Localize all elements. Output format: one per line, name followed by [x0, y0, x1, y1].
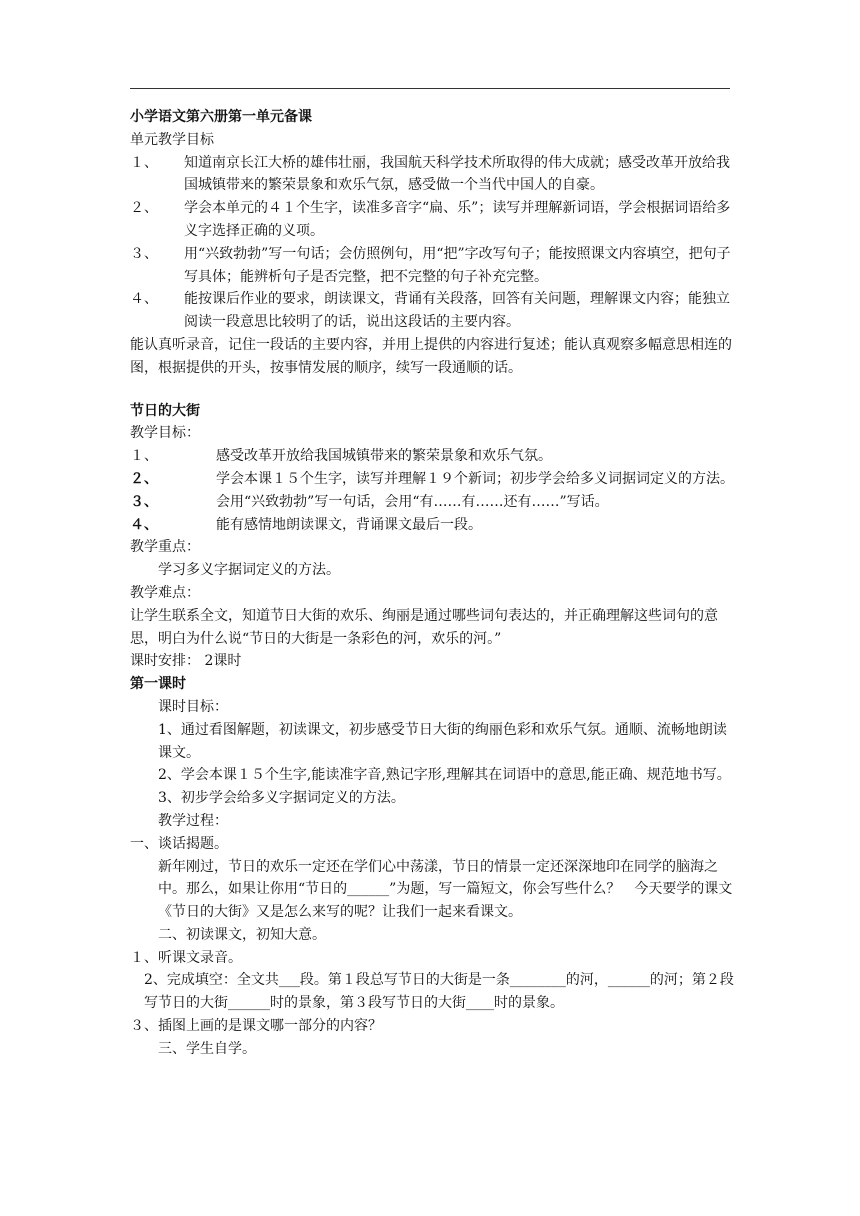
first-period-title: 第一课时 [130, 676, 186, 693]
unit-goal-text: 能按课后作业的要求，朗读课文，背诵有关段落，回答有关问题，理解课文内容；能独立阅读一段意思比较明了的话，说出这段话的主要内容。 [184, 291, 730, 331]
step-1: １、听课文录音。 [130, 949, 242, 966]
unit-goal-item [130, 243, 736, 289]
period-goal-item: 3、初步学会给多义字据词定义的方法。 [158, 790, 405, 807]
process-heading: 教学过程： [158, 812, 228, 829]
key-points-heading: 教学重点： [130, 539, 200, 556]
schedule-text: 课时安排： 2课时 [130, 653, 242, 670]
document-page [130, 106, 736, 1061]
lesson-goal-number: ３、 [130, 493, 158, 510]
lesson-goal-number: ２、 [130, 470, 158, 487]
section-heading-1: 一、谈话揭题。 [130, 835, 228, 852]
unit-goals-heading: 单元教学目标 [130, 131, 214, 148]
section-heading-2: 二、初读课文，初知大意。 [158, 926, 326, 943]
unit-goal-item [130, 152, 736, 198]
lesson-goal-text: 能有感情地朗读课文，背诵课文最后一段。 [216, 516, 482, 533]
lesson-goal-number: １、 [130, 448, 158, 465]
unit-goal-number: ４、 [130, 291, 158, 308]
unit-goal-number: ２、 [130, 200, 158, 217]
unit-goal-number: ３、 [130, 245, 158, 262]
lesson-goals-heading: 教学目标： [130, 425, 200, 442]
step-2: 2、完成填空：全文共___段。第１段总写节日的大街是一条________的河，______的河；第２段写节日的大街______时的景象，第３段写节日的大街____时的景象。 [144, 972, 734, 1012]
lesson-goal-item [130, 491, 736, 514]
unit-goal-text: 知道南京长江大桥的雄伟壮丽，我国航天科学技术所取得的伟大成就；感受改革开放给我国城镇带来的繁荣景象和欢乐气氛，感受做一个当代中国人的自豪。 [184, 154, 730, 194]
lesson-title: 节日的大街 [130, 402, 200, 419]
unit-goal-text: 学会本单元的４１个生字，读准多音字“扁、乐”；读写并理解新词语，学会根据词语给多义字选择正确的义项。 [184, 200, 731, 239]
unit-goal-extra: 能认真听录音，记住一段话的主要内容，并用上提供的内容进行复述；能认真观察多幅意思相连的图，根据提供的开头，按事情发展的顺序，续写一段通顺的话。 [130, 336, 732, 376]
period-goal-item: 1、通过看图解题，初读课文，初步感受节日大街的绚丽色彩和欢乐气氛。通顺、流畅地朗读课文。 [158, 721, 727, 761]
unit-goal-text: 用“兴致勃勃”写一句话；会仿照例句，用“把”字改写句子；能按照课文内容填空，把句子写具体；能辨析句子是否完整，把不完整的句子补充完整。 [184, 245, 731, 285]
difficulty-heading: 教学难点： [130, 584, 200, 601]
period-goal-item: 2、学会本课１５个生字,能读准字音,熟记字形,理解其在词语中的意思,能正确、规范地书写。 [158, 767, 731, 784]
lesson-goal-item [130, 514, 736, 537]
difficulty-text: 让学生联系全文，知道节日大街的欢乐、绚丽是通过哪些词句表达的，并正确理解这些词句的意思，明白为什么说“节日的大街是一条彩色的河，欢乐的河。” [130, 607, 718, 647]
key-points-text: 学习多义字据词定义的方法。 [158, 562, 340, 579]
lesson-goal-item [130, 468, 736, 491]
unit-goal-number: １、 [130, 154, 158, 171]
section-1-text: 新年刚过，节日的欢乐一定还在学们心中荡漾，节日的情景一定还深深地印在同学的脑海之中。那么，如果让你用“节日的______”为题，写一篇短文，你会写些什么？ 今天要学的课文《节日的大街》又是怎么来写的呢？让我们一起来看课文。 [158, 858, 733, 921]
lesson-goal-text: 学会本课１５个生字，读写并理解１９个新词；初步学会给多义词据词定义的方法。 [216, 470, 734, 487]
header-rule [130, 88, 730, 89]
unit-goal-item [130, 288, 736, 334]
lesson-goal-item [130, 445, 736, 468]
lesson-goal-text: 会用“兴致勃勃”写一句话，会用“有……有……还有……”写话。 [216, 493, 609, 510]
lesson-goal-text: 感受改革开放给我国城镇带来的繁荣景象和欢乐气氛。 [216, 448, 552, 465]
section-heading-3: 三、学生自学。 [158, 1040, 256, 1057]
lesson-goal-number: ４、 [130, 516, 158, 533]
period-goals-heading: 课时目标： [158, 698, 228, 715]
step-3: ３、插图上画的是课文哪一部分的内容？ [130, 1018, 382, 1035]
unit-goal-item [130, 197, 736, 243]
document-title: 小学语文第六册第一单元备课 [130, 109, 312, 125]
